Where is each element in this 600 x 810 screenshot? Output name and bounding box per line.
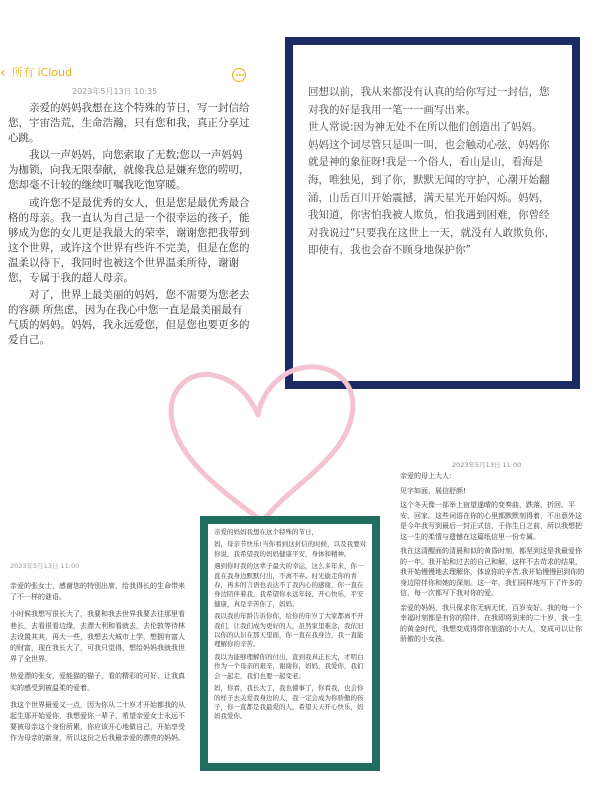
note-paragraph: 这个冬天像一部举上宿望遂晴的变奏曲，跌落、折回、平安、回家。这些词语在你的心里都默默刻得着，不出意外这是今年我写到最后一封正式信，于你生日之前，所以我想把这一生的柔情与遗憾在这篇纸信里一份专属。 — [400, 501, 582, 541]
chevron-left-icon[interactable]: ‹ — [0, 65, 6, 81]
note-paragraph: 亲爱的妈妈，我只保求你无病无忧，百岁安好。我的每一个幸福时刻都是有你的陪伴，在我即将到来的二十岁，我一生的黄金时代，我想变成得带你旅游的小大人，变成可以让你骄傲的小女孩。 — [400, 603, 582, 643]
letter-paragraph: 回想以前，我从来都没有认真的给你写过一封信，您对我的好是我用一笔一一画写出来。 — [308, 86, 550, 116]
note-body — [10, 581, 190, 751]
letter-paragraph: 亲爱的妈妈我想在这个特殊的节日， — [214, 528, 318, 536]
heart-icon — [150, 345, 400, 535]
letter-paragraph: 妈妈这个词尽管只是叫一叫，也会触动心弦，妈妈你就是神的象征呀!我是一个俗人，看山是山，看海是海，唯独见，到了你，默默无闻的守护，心潮开始翻涌，山岳百川开始震撼，满天星光开始闪烁。妈妈，我知道，你害怕我被人欺负，怕我遇到困难，你曾经对我说过“只要我在这世上一天，就没有人敢欺负你，即使有，我也会奋不顾身地保护你” — [308, 138, 555, 257]
note-paragraph: 亲爱的张女士，感谢您的特别出席，给我得长的生命带来了不一样的谜语。 — [10, 582, 185, 602]
note-body — [8, 101, 252, 351]
note-date: 2023年5月13日 11:00 — [452, 461, 522, 469]
letter-paragraph: 世人常说:因为神无处不在所以他们创造出了妈妈。 — [308, 121, 543, 134]
note-paragraph: 热爱漂的张女，爱能猫的猫子，看的精彩的可好，让我真实的感受到被温柔的爱着。 — [10, 672, 185, 692]
note-paragraph: 我以一声妈妈，向您索取了无数;您以一声妈妈为枷锁，向我无限奉献，就像我总是嫌弃您的唠叨，您却毫不计较的继续叮嘱我吃饱穿暖。 — [8, 149, 250, 192]
note-paragraph: 小时候我想写很长大了，我要和我去世界我要去往那里看巷长，去看很看边缘，去漂大利和看就去，去伦敦等待林去设置其其，再大一些，我想去大城市上学，想拥有富人的财富，现在我长大了，可我只觉得，想给妈妈我就我世界了全世界。 — [10, 610, 185, 664]
note-paragraph: 亲爱的妈妈我想在这个特殊的节日，写一封信给您，宇宙浩荒，生命浩瀚，只有您和我，真正分享过心跳。 — [8, 102, 250, 145]
letter-paragraph: 妈，母亲节快乐!当你看到这封信的时候，以及我要对你说，我希望我的妈妈健康平安，身体和精神。 — [214, 540, 367, 558]
note-body — [400, 471, 588, 649]
letter-paragraph: 妈，你看，我长大了，我也懂事了，你看我，也会你的样子去关爱我身边的人，我一定会成为你骄傲的孩子，你一直都是我最爱的人，希望天天开心快乐，妈妈我爱你。 — [214, 684, 364, 721]
more-options-icon[interactable] — [232, 68, 246, 82]
note-paragraph: 见字如面，展信舒颜! — [400, 486, 466, 495]
note-navigation-bar — [0, 64, 250, 84]
note-paragraph: 我这个世界最爱又一点，因为你从二十岁才开始都我的从起生那开始爱你，我想爱你一辈子，希望亲爱女士永远不要被母亲这个身份所累，你应该开心地做自己，开始享受作为母亲的新身，所以这份之后我最亲爱的漂亮的妈妈。 — [10, 700, 185, 743]
note-paragraph: 亲爱的母上大人: — [400, 472, 452, 480]
letter-paragraph: 遇到你时我的这辈子最大的幸运，这么多年来，你一直在我身边默默付出，不离不弃。时光偷走你的青春，再多的言语也表达不了我内心的感谢，你一直在身边陪伴着我，我希望你永远年轻，开心快乐，平安健康，真是辛苦你了，妈妈。 — [214, 562, 364, 608]
note-date: 2023年5月13日 10:35 — [72, 87, 158, 96]
back-to-icloud-button[interactable]: 所有 iCloud — [12, 66, 72, 79]
letter-paragraph: 我以我的年龄告诉你你，给你的年岁了大家都离不开我们，让我们成为更好的人，虽然家里难念，我依旧以你的认识在那天里面，你一直在我身边，我一直能理解你的辛苦。 — [214, 612, 364, 649]
green-letter-body — [214, 528, 369, 725]
note-paragraph: 我在这清醒面的清晨和似的黄昏时刻，都坚到这是我最爱你的一年。我开始和过去的自己和解，这样不去苛求的结果，我开始慢慢地去理解你，体谅你的辛苦,我开始慢慢回到你的身边陪伴你和她的深刻。这一年，我们同样地写下了许多的信，每一次都写下我对你的爱。 — [400, 547, 585, 597]
note-paragraph: 或许您不是最优秀的女人，但是您是最优秀最合格的母亲。我一直认为自己是一个很幸运的孩子，能够成为您的女儿更是我最大的荣幸，谢谢您把我带到这个世界，或许这个世界有些许不完美，但是在您的温柔以待下，我同时也被这个世界温柔所待，谢谢您，专属于我的超人母亲。 — [8, 196, 250, 285]
letter-paragraph: 我以为能够理解你的付出，直到我真正长大，才明白作为一个母亲的艰辛，谢谢你，妈妈，我爱你，我们会一起走，我们也要一起变老。 — [214, 652, 364, 680]
blue-letter-body — [308, 84, 558, 260]
note-date: 2023年5月13日 11:00 — [10, 562, 80, 570]
note-paragraph: 对了，世界上最美丽的妈妈，您不需要为您老去的容颜 所焦虑，因为在我心中您一直是最美丽最有气质的妈妈。妈妈，我永远爱您，但是您也要更多的爱自己。 — [8, 289, 250, 347]
